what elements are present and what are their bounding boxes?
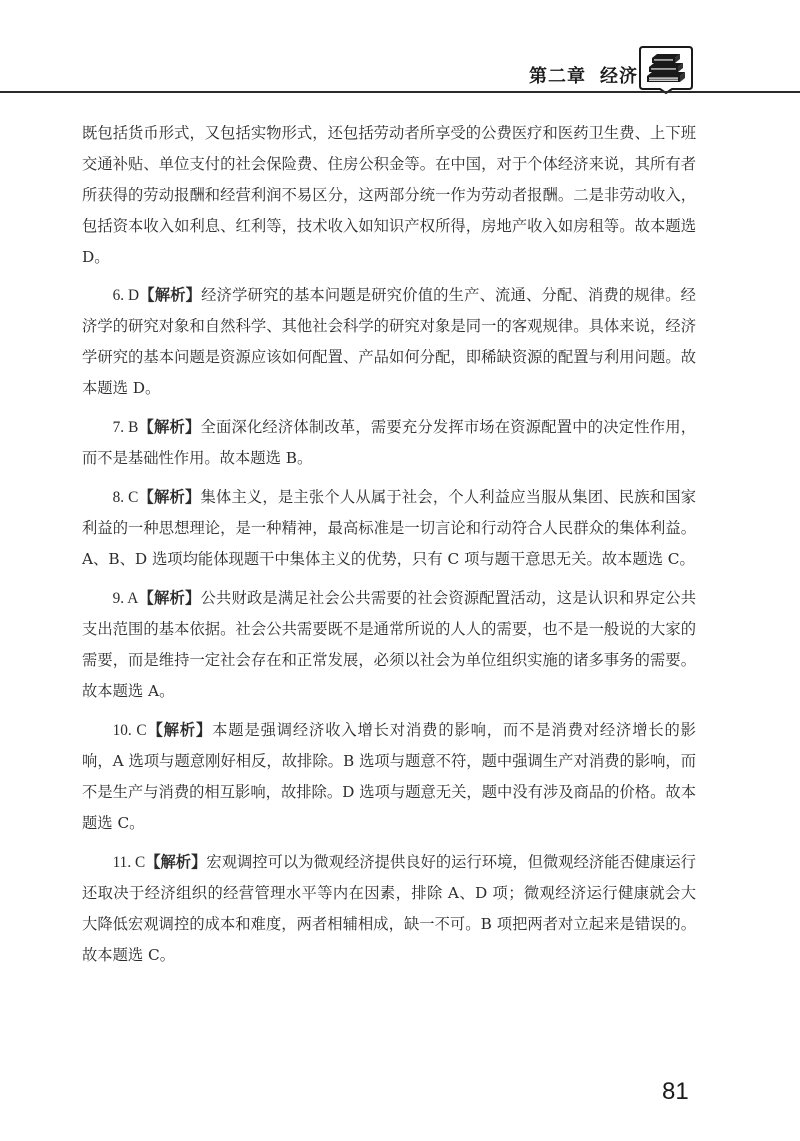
page-number: 81 — [662, 1078, 689, 1105]
answer-text: 公共财政是满足社会公共需要的社会资源配置活动，这是认识和界定公共支出范围的基本依据。社会公共需要既不是通常所说的人人的需要，也不是一般说的大家的需要，而是维持一定社会存在和正常发展，必须以社会为单位组织实施的诸多事务的需要。故本题选 A。 — [82, 589, 696, 700]
analysis-label: 【解析】 — [139, 286, 202, 304]
answer-item-7 — [82, 412, 696, 474]
answer-number: 9. A — [112, 590, 139, 607]
analysis-label: 【解析】 — [138, 589, 201, 607]
analysis-label: 【解析】 — [138, 418, 201, 436]
analysis-label: 【解析】 — [145, 853, 207, 871]
answer-number: 11. C — [112, 854, 146, 871]
stacked-books-icon — [636, 46, 696, 94]
page-header — [0, 0, 800, 100]
answer-number: 10. C — [112, 722, 147, 739]
chapter-title: 经济 — [600, 66, 638, 87]
continuation-paragraph: 既包括货币形式，又包括实物形式，还包括劳动者所享受的公费医疗和医药卫生费、上下班交通补贴、单位支付的社会保险费、住房公积金等。在中国，对于个体经济来说，其所有者所获得的劳动报酬和经营利润不易区分，这两部分统一作为劳动者报酬。二是非劳动收入，包括资本收入如利息、红利等，技术收入如知识产权所得，房地产收入如房租等。故本题选 D。 — [82, 124, 696, 266]
header-rule — [0, 91, 800, 93]
answer-item-6 — [82, 280, 696, 404]
answer-text: 宏观调控可以为微观经济提供良好的运行环境，但微观经济能否健康运行还取决于经济组织的经营管理水平等内在因素，排除 A、D 项；微观经济运行健康就会大大降低宏观调控的成本和难度，两者相辅相成，缺一不可。B 项把两者对立起来是错误的。故本题选 C。 — [82, 853, 696, 964]
chapter-number: 第二章 — [529, 66, 586, 87]
answer-item-9 — [82, 583, 696, 707]
answer-number: 8. C — [112, 489, 139, 506]
answer-text: 经济学研究的基本问题是研究价值的生产、流通、分配、消费的规律。经济学的研究对象和自然科学、其他社会科学的研究对象是同一的客观规律。具体来说，经济学研究的基本问题是资源应该如何配置、产品如何分配，即稀缺资源的配置与利用问题。故本题选 D。 — [82, 286, 696, 397]
page-body — [82, 118, 696, 979]
answer-item-10 — [82, 715, 696, 839]
chapter-heading — [529, 62, 638, 88]
analysis-label: 【解析】 — [146, 721, 213, 739]
answer-number: 7. B — [112, 419, 139, 436]
answer-text: 集体主义，是主张个人从属于社会，个人利益应当服从集团、民族和国家利益的一种思想理论，是一种精神，最高标准是一切言论和行动符合人民群众的集体利益。A、B、D 选项均能体现题干中集体主义的优势，只有 C 项与题干意思无关。故本题选 C。 — [82, 488, 696, 568]
answer-item-11 — [82, 847, 696, 971]
answer-number: 6. D — [112, 287, 140, 304]
answer-item-8 — [82, 482, 696, 575]
answer-text: 全面深化经济体制改革，需要充分发挥市场在资源配置中的决定性作用，而不是基础性作用。故本题选 B。 — [82, 418, 696, 467]
analysis-label: 【解析】 — [138, 488, 201, 506]
answer-text: 本题是强调经济收入增长对消费的影响，而不是消费对经济增长的影响，A 选项与题意刚好相反，故排除。B 选项与题意不符，题中强调生产对消费的影响，而不是生产与消费的相互影响，故排除。D 选项与题意无关，题中没有涉及商品的价格。故本题选 C。 — [82, 721, 696, 832]
